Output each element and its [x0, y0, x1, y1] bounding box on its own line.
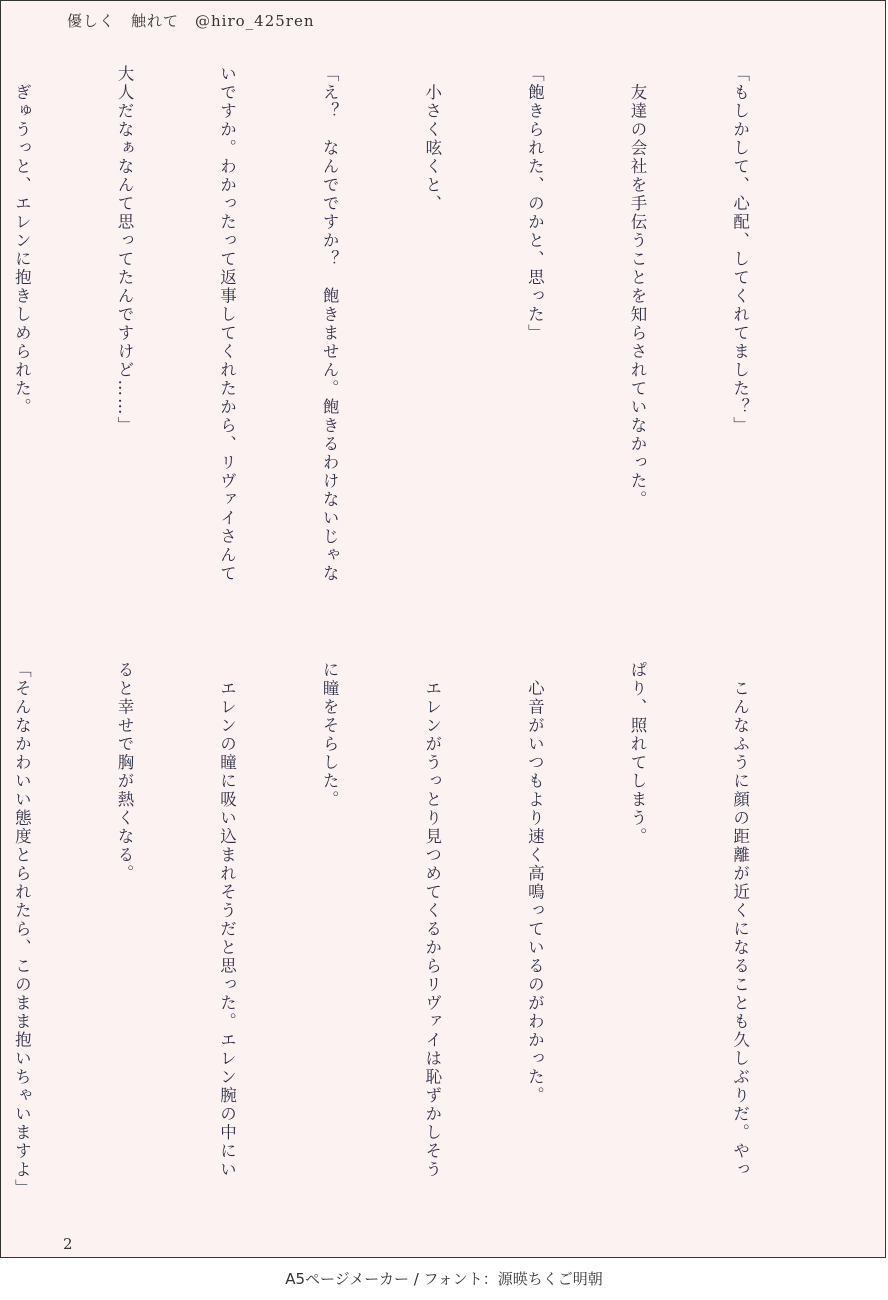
text-line: いですか。わかったって返事してくれたから、リヴァイさんて: [217, 65, 237, 583]
text-line: 心音がいつもより速く高鳴っているのがわかった。: [525, 661, 545, 1105]
text-line: ると幸せで胸が熱くなる。: [114, 661, 134, 883]
text-line: 「そんなかわいい態度とられたら、このまま抱いちゃいますよ」: [12, 661, 32, 1198]
text-line: エレンがうっとり見つめてくるからリヴァイは恥ずかしそう: [422, 661, 442, 1179]
text-line: 「もしかして、心配、してくれてました？」: [730, 65, 750, 435]
text-line: こんなふうに顔の距離が近くになることも久しぶりだ。やっ: [730, 661, 750, 1179]
page-number: 2: [63, 1235, 73, 1253]
text-line: に瞳をそらした。: [320, 661, 340, 809]
text-block-bottom: [0, 661, 825, 1221]
text-block-top: [0, 65, 825, 625]
footer-credit: A5ページメーカー / フォント：源暎ちくご明朝: [285, 1270, 603, 1288]
text-line: ぎゅうっと、エレンに抱きしめられた。: [12, 65, 32, 417]
text-line: エレンの瞳に吸い込まれそうだと思った。エレン腕の中にい: [217, 661, 237, 1179]
text-line: 友達の会社を手伝うことを知らされていなかった。: [627, 65, 647, 509]
page-header: 優しく 触れて @hiro_425ren: [67, 12, 315, 30]
text-line: 大人だなぁなんて思ってたんですけど……」: [114, 65, 134, 435]
text-line: 「え？ なんでですか？ 飽きません。飽きるわけないじゃな: [320, 65, 340, 583]
text-line: ぱり、照れてしまう。: [627, 661, 647, 846]
text-line: 小さく呟くと、: [422, 65, 442, 213]
text-line: 「飽きられた、のかと、思った」: [525, 65, 545, 343]
